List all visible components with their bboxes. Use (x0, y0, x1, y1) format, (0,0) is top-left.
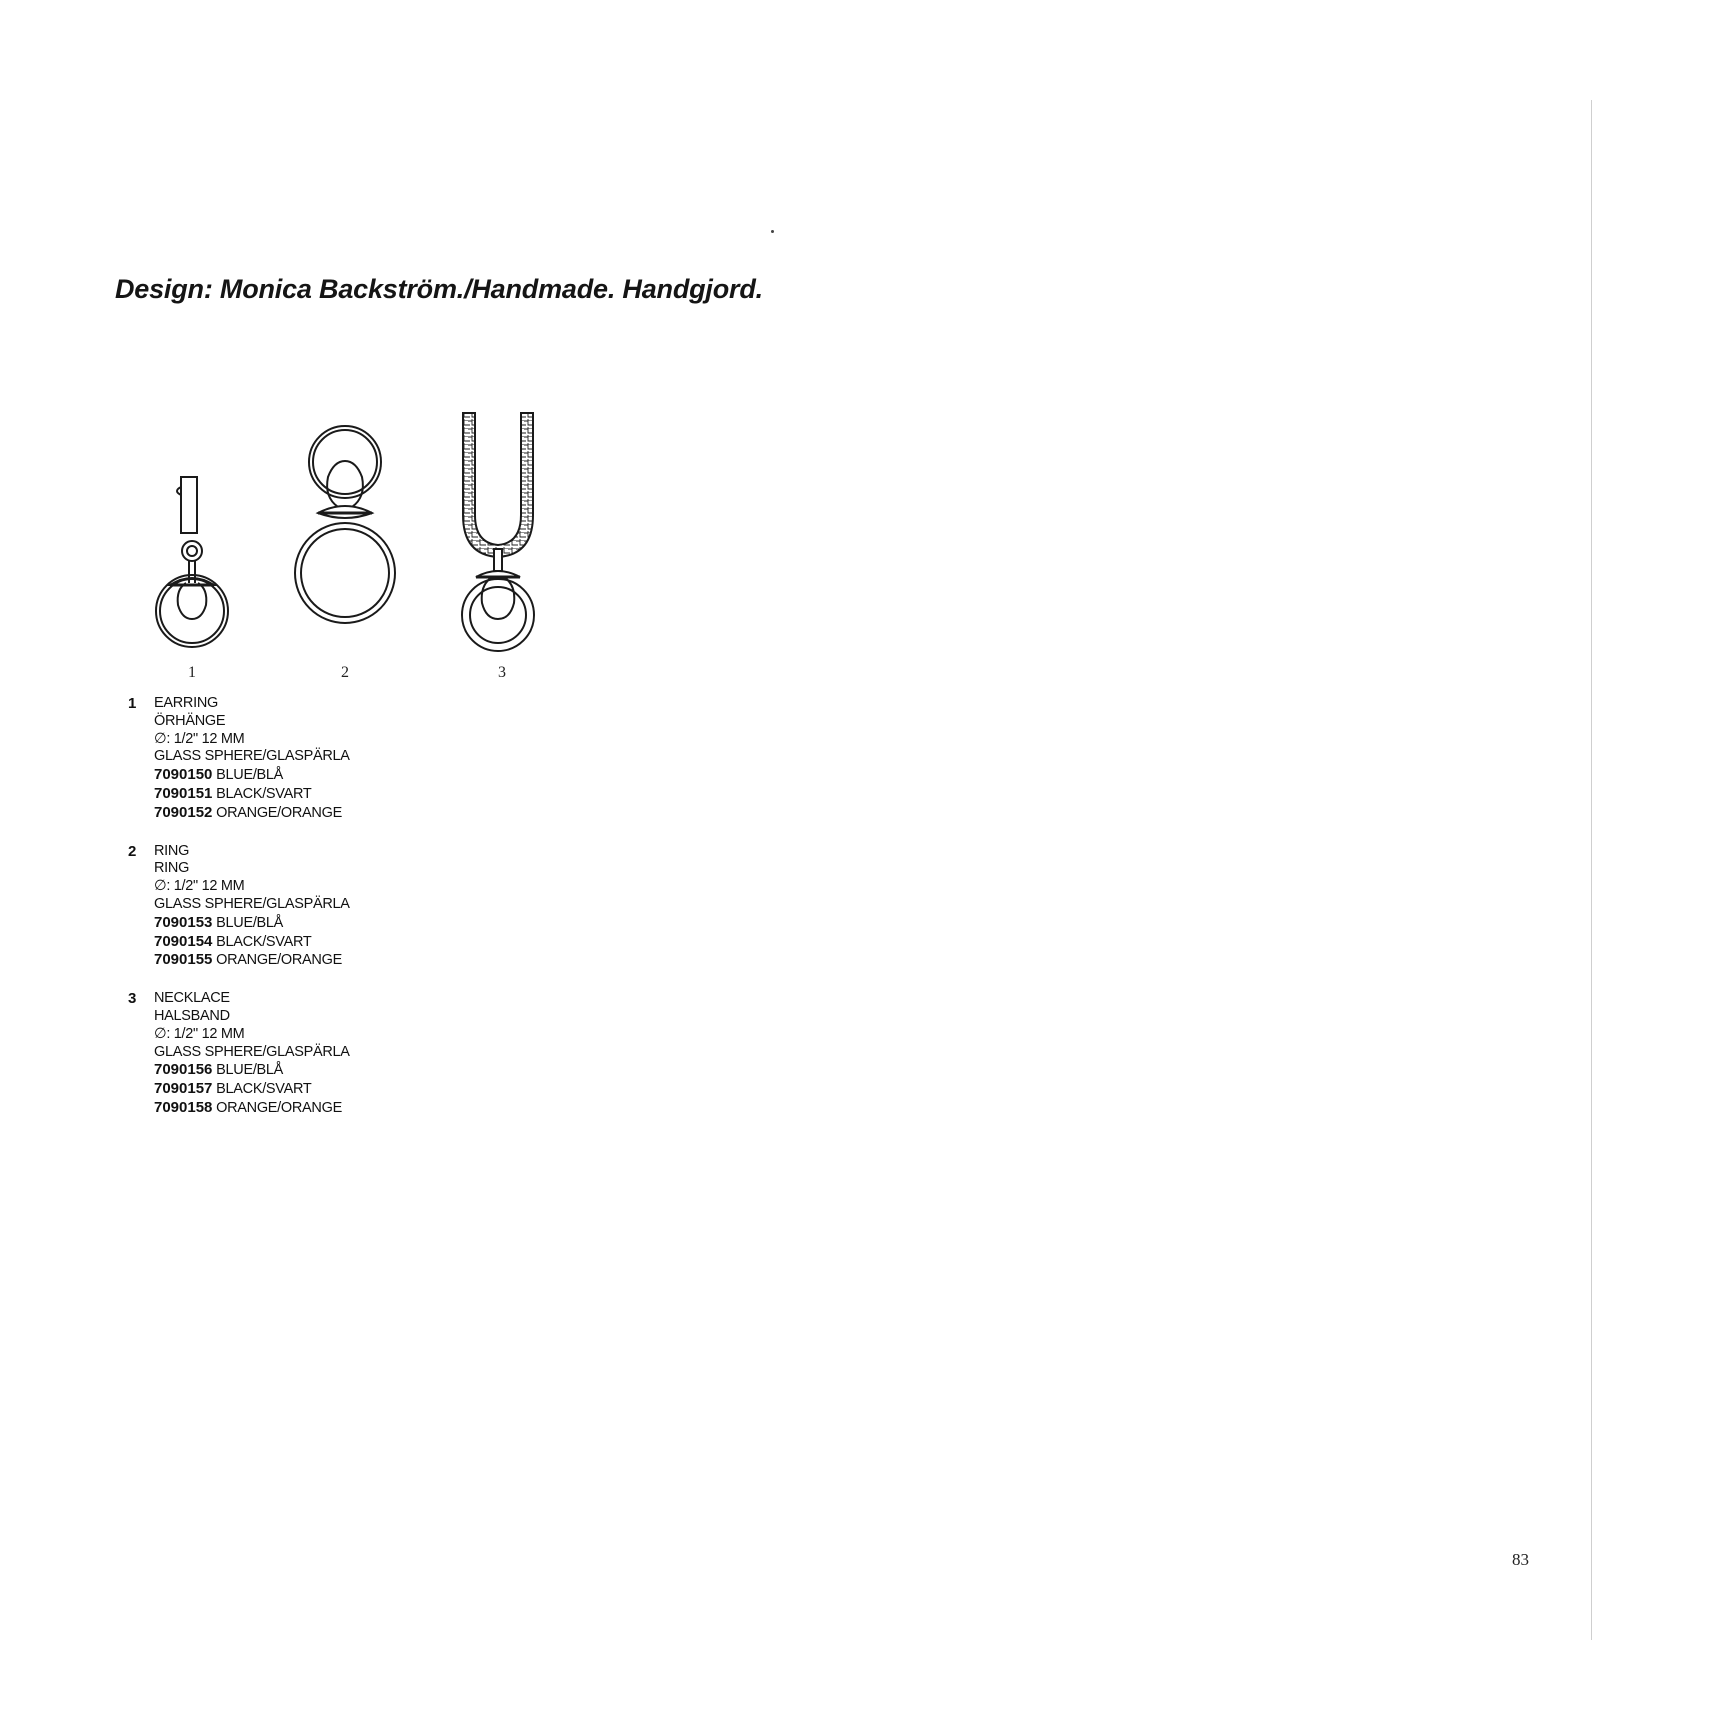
item-material: GLASS SPHERE/GLASPÄRLA (154, 748, 350, 765)
item-name-en: NECKLACE (154, 990, 230, 1007)
item-name-sv: RING (154, 860, 190, 877)
item-variant (154, 933, 548, 952)
variant-code: 7090153 (154, 913, 213, 931)
variant-code: 7090158 (154, 1098, 213, 1116)
variant-color: ORANGE/ORANGE (216, 1099, 342, 1116)
variant-code: 7090154 (154, 932, 213, 950)
page-number: 83 (1512, 1550, 1529, 1569)
variant-code: 7090156 (154, 1061, 213, 1079)
item-name-en: RING (154, 842, 190, 859)
necklace-illustration-icon (462, 413, 534, 651)
item-name-sv: HALSBAND (154, 1007, 230, 1024)
item-name-sv: ÖRHÄNGE (154, 712, 226, 729)
variant-code: 7090150 (154, 766, 213, 784)
item-name-en: EARRING (154, 695, 218, 711)
product-item-earring (128, 695, 548, 823)
jewelry-illustrations (140, 405, 560, 655)
item-variant (154, 785, 548, 804)
variant-color: BLUE/BLÅ (216, 767, 284, 784)
product-item-ring (128, 843, 548, 971)
variant-code: 7090152 (154, 803, 213, 821)
variant-color: BLACK/SVART (216, 1081, 312, 1098)
variant-color: BLUE/BLÅ (216, 914, 284, 931)
item-index: 3 (128, 990, 137, 1008)
figure-number-1: 1 (188, 664, 196, 681)
item-variant (154, 766, 548, 785)
variant-code: 7090151 (154, 784, 213, 802)
item-index: 2 (128, 842, 137, 860)
page-edge-line (1591, 100, 1592, 1640)
figure-number-2: 2 (341, 664, 349, 681)
design-heading: Design: Monica Backström./Handmade. Handgjord. (115, 274, 763, 304)
item-variant (154, 951, 548, 970)
variant-color: BLUE/BLÅ (216, 1062, 284, 1079)
item-variant (154, 1080, 548, 1099)
item-variant (154, 914, 548, 933)
product-item-necklace (128, 990, 548, 1118)
variant-color: BLACK/SVART (216, 933, 312, 950)
variant-code: 7090155 (154, 951, 213, 969)
variant-code: 7090157 (154, 1080, 213, 1098)
item-variant (154, 804, 548, 823)
ring-illustration-icon (295, 426, 395, 623)
variant-color: ORANGE/ORANGE (216, 952, 342, 969)
item-variant (154, 1099, 548, 1118)
item-size: ∅: 1/2" 12 MM (154, 878, 245, 895)
item-index: 1 (128, 695, 137, 712)
item-size: ∅: 1/2" 12 MM (154, 1025, 245, 1042)
item-material: GLASS SPHERE/GLASPÄRLA (154, 895, 350, 912)
figure-number-3: 3 (498, 664, 506, 681)
item-variant (154, 1061, 548, 1080)
scan-speck (771, 230, 774, 233)
earring-illustration-icon (156, 477, 228, 647)
product-list (128, 695, 548, 1138)
item-size: ∅: 1/2" 12 MM (154, 730, 245, 747)
variant-color: BLACK/SVART (216, 785, 312, 802)
item-material: GLASS SPHERE/GLASPÄRLA (154, 1043, 350, 1060)
variant-color: ORANGE/ORANGE (216, 804, 342, 821)
